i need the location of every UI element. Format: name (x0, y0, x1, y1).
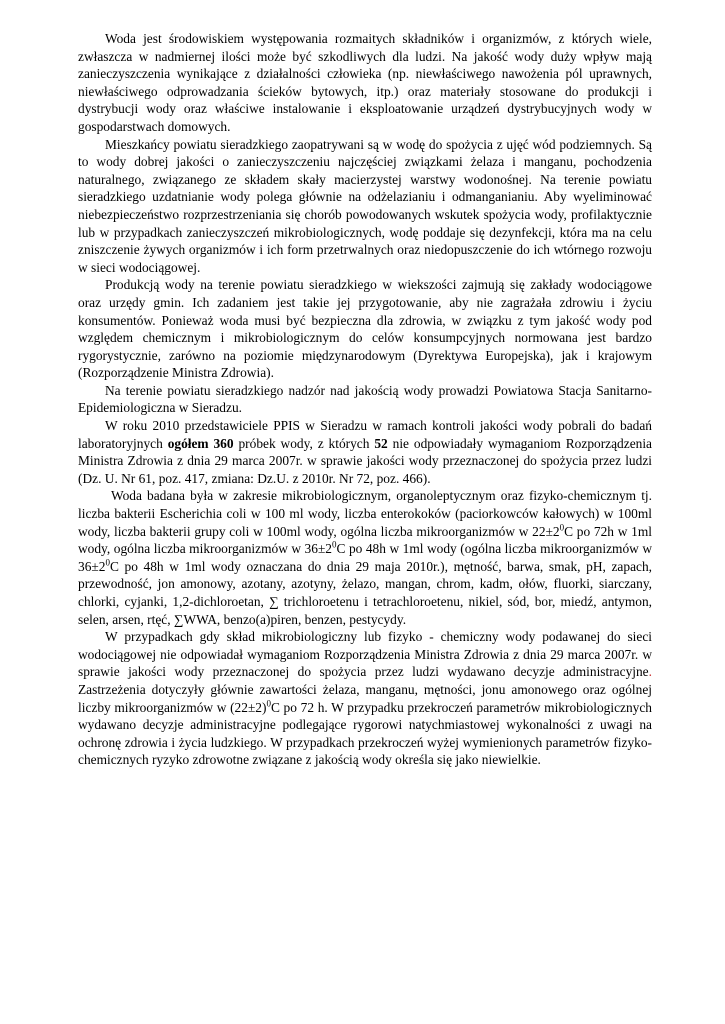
paragraph-administrative-decisions (78, 628, 652, 769)
paragraph-supervision: Na terenie powiatu sieradzkiego nadzór nad jakością wody prowadzi Powiatowa Stacja Sanitarno-Epidemiologiczna w Sieradzu. (78, 382, 652, 416)
failed-samples-bold: 52 (374, 435, 388, 451)
text-run: W roku 2010 przedstawiciele PPIS w Sieradzu w ramach kontroli jakości wody pobrali do badań laboratoryjnych (78, 418, 652, 451)
text-run: nie odpowiadały wymaganiom Rozporządzenia Ministra Zdrowia z dnia 29 marca 2007r. w sprawie jakości wody przeznaczonej do spożycia przez ludzi (Dz. U. Nr 61, poz. 417, zmiana: Dz.U. z 2010r. Nr 72, poz. 466). (78, 435, 652, 486)
text-run: W przypadkach gdy skład mikrobiologiczny lub fizyko - chemiczny wody podawanej do sieci wodociągowej nie odpowiadał wymaganiom Rozporządzenia Ministra Zdrowia z dnia 29 marca 2007r. w sprawie jakości wody przeznaczonej do spożycia przez ludzi wydawano decyzje administracyjne (78, 629, 652, 680)
total-samples-bold: ogółem 360 (167, 435, 234, 451)
text-run: Woda badana była w zakresie mikrobiologicznym, organoleptycznym oraz fizyko-chemicznym tj. liczba bakterii Escherichia coli w 100 ml wody, liczba enterokoków (paciorkowców kałowych) w 100ml wody, liczba bakterii grupy coli w 100ml wody, ogólna liczba mikroorganizmów w 22±2 (78, 488, 652, 539)
degree-superscript: 0 (105, 557, 110, 568)
degree-superscript: 0 (332, 539, 337, 550)
paragraph-water-pollution-intro: Woda jest środowiskiem występowania rozmaitych składników i organizmów, z których wiele, zwłaszcza w nadmiernej ilości może być szkodliwych dla ludzi. Na jakość wody duży wpływ mają zanieczyszczenia wynikające z działalności człowieka (np. niewłaściwego nawożenia pól uprawnych, niewłaściwego odprowadzania ścieków bytowych, itp.) oraz materiały stosowane do produkcji i dystrybucji wody oraz właściwe instalowanie i eksploatowanie urządzeń dystrybucyjnych wody w gospodarstwach domowych. (78, 31, 652, 134)
document-page (78, 30, 652, 769)
text-run: Zastrzeżenia dotyczyły głównie zawartości żelaza, manganu, mętności, jonu amonowego oraz ogólnej liczby mikroorganizmów w (22±2) (78, 681, 652, 715)
red-period: . (648, 664, 652, 680)
text-run: C po 48h w 1ml wody oznaczana do dnia 29 maja 2010r.), mętność, barwa, smak, pH, zapach, przewodność, jon amonowy, azotany, azotyny, żelazo, mangan, chrom, kadm, ołów, fluorki, siarczany, chlorki, cyjanki, 1,2-dichloroetan, ∑ trichloroetenu i tetrachloroetenu, nikiel, sód, bor, miedź, antymon, selen, arsen, rtęć, ∑WWA, benzo(a)piren, benzen, pestycydy. (78, 558, 652, 627)
degree-superscript: 0 (266, 698, 271, 709)
paragraph-water-supply: Mieszkańcy powiatu sieradzkiego zaopatrywani są w wodę do spożycia z ujęć wód podziemnych. Są to wody dobrej jakości o zanieczyszczeniu najczęściej związkami żelaza i manganu, pochodzenia naturalnego, związanego ze składem skały macierzystej warstwy wodonośnej. Na terenie powiatu sieradzkiego uzdatnianie wody polega głównie na odżelazianiu i odmanganianiu. Aby wyeliminować niebezpieczeństwo rozprzestrzeniania się chorób powodowanych wskutek spożycia wody, profilaktycznie lub w przypadkach zanieczyszczeń mikrobiologicznych, wodę poddaje się dezynfekcji, która ma na celu zniszczenie żywych organizmów i ich form przetrwalnych oraz niedopuszczenie do ich wtórnego rozwoju w sieci wodociągowej. (78, 136, 652, 275)
paragraph-water-production: Produkcją wody na terenie powiatu sieradzkiego w wiekszości zajmują się zakłady wodociągowe oraz urzędy gmin. Ich zadaniem jest takie jej przygotowanie, aby nie zagrażała zdrowiu i życiu konsumentów. Ponieważ woda musi być bezpieczna dla zdrowia, w związku z tym jakość wody pod względem chemicznym i mikrobiologicznym do celów konsumpcyjnych normowana jest bardzo rygorystycznie, zarówno na poziomie międzynarodowym (Dyrektywa Europejska), jak i krajowym (Rozporządzenie Ministra Zdrowia). (78, 277, 652, 381)
paragraph-sampling-2010 (78, 417, 652, 487)
text-run: C po 72h w 1ml wody, ogólna liczba mikroorganizmów w 36±2 (78, 523, 652, 557)
text-run: C po 72 h. W przypadku przekroczeń parametrów mikrobiologicznych wydawano decyzje administracyjne podlegające rygorowi natychmiastowej wykonalności z uwagi na ochronę zdrowia i życia ludzkiego. W przypadkach przekroczeń wyżej wymienionych parametrów fizyko-chemicznych ryzyko zdrowotne związane z jakością wody określa się jako niewielkie. (78, 699, 652, 768)
degree-superscript: 0 (559, 522, 565, 533)
text-run: C po 48h w 1ml wody (ogólna liczba mikroorganizmów w 36±2 (78, 541, 652, 574)
text-run: próbek wody, z których (233, 435, 375, 451)
paragraph-tested-parameters (78, 487, 652, 628)
